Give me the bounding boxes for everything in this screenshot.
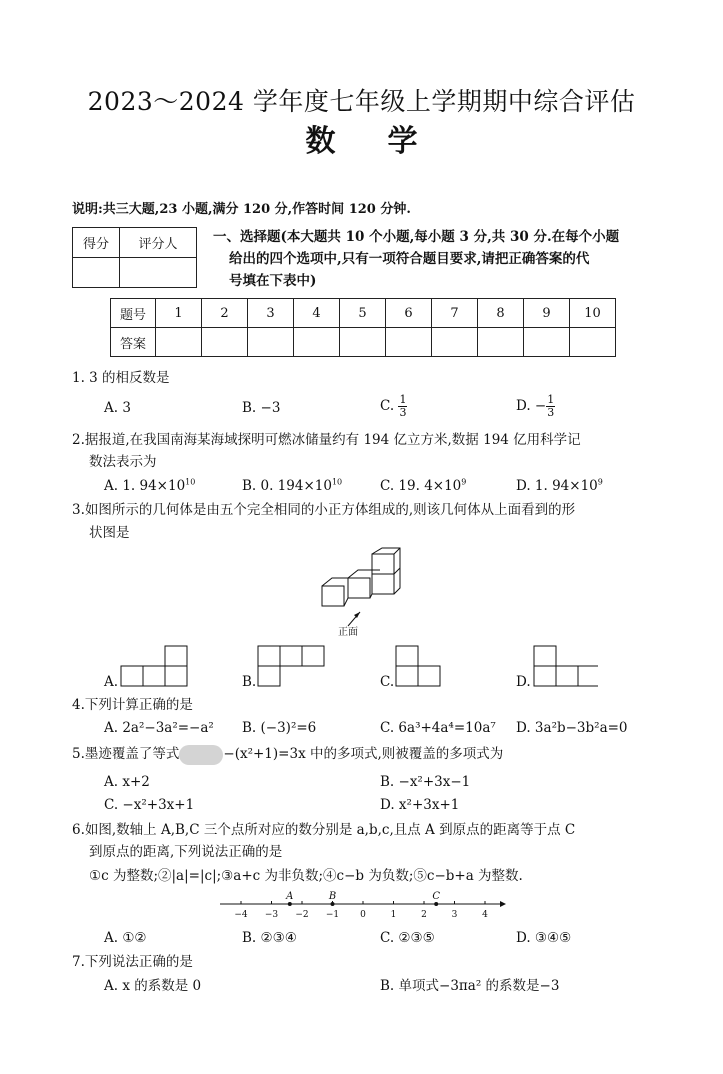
- q3-stem-line1: 3.如图所示的几何体是由五个完全相同的小正方体组成的,则该几何体从上面看到的形: [72, 502, 576, 518]
- section1-line3: 号填在下表中): [229, 273, 317, 289]
- q3-stem-line2: 状图是: [89, 525, 130, 541]
- question-number: 1: [156, 299, 202, 328]
- q3-option-c[interactable]: C.: [380, 674, 395, 690]
- answer-row-label: 答案: [111, 328, 156, 357]
- q7-option-a[interactable]: A. x 的系数是 0: [104, 978, 202, 994]
- q7-stem: 7.下列说法正确的是: [72, 954, 193, 970]
- fraction: $\frac{1}{3}$: [399, 393, 407, 419]
- answer-cell[interactable]: [570, 328, 616, 357]
- score-box: [72, 227, 197, 288]
- section1-line1: 一、选择题(本大题共 10 个小题,每小题 3 分,共 30 分.在每个小题: [213, 229, 620, 245]
- q1-option-a[interactable]: A. 3: [104, 400, 131, 416]
- axis-point: [331, 902, 335, 906]
- q1-d-prefix: D. −: [516, 398, 547, 414]
- q2-option-b[interactable]: B. 0. $194\times 10^{10}$: [242, 477, 343, 494]
- q5-option-a[interactable]: A. x+2: [104, 774, 150, 790]
- q6-stem-line1: 6.如图,数轴上 A,B,C 三个点所对应的数分别是 a,b,c,且点 A 到原点的距离等于点 C: [72, 822, 576, 838]
- answer-cell[interactable]: [524, 328, 570, 357]
- axis-tick-label: 4: [482, 910, 488, 920]
- q3-d-shape: [532, 644, 602, 688]
- q2-option-a[interactable]: A. 1. $94\times 10^{10}$: [104, 477, 196, 494]
- q5-option-d[interactable]: D. x²+3x+1: [380, 797, 460, 813]
- q6-stem-line3: ①c 为整数;②|a|=|c|;③a+c 为非负数;④c−b 为负数;⑤c−b+a 为整数.: [89, 868, 523, 884]
- axis-tick-label: −3: [264, 910, 279, 920]
- axis-tick-label: −4: [234, 910, 248, 920]
- q4-stem: 4.下列计算正确的是: [72, 697, 193, 713]
- q5-option-b[interactable]: B. −x²+3x−1: [380, 774, 471, 790]
- subject-title: 数学: [305, 124, 470, 159]
- answer-cell[interactable]: [202, 328, 248, 357]
- q5-option-c[interactable]: C. −x²+3x+1: [104, 797, 195, 813]
- q3-option-a[interactable]: A.: [104, 674, 119, 690]
- q6-stem-line2: 到原点的距离,下列说法正确的是: [89, 844, 283, 860]
- q3-b-shape: [256, 644, 326, 688]
- instructions: 说明:共三大题,23 小题,满分 120 分,作答时间 120 分钟.: [72, 202, 411, 217]
- axis-tick-label: 3: [451, 910, 458, 920]
- q4-option-c[interactable]: C. 6a³+4a⁴=10a⁷: [380, 720, 496, 736]
- axis-point: [288, 902, 292, 906]
- cube-figure: [318, 546, 408, 638]
- number-line: [218, 886, 508, 922]
- answer-cell[interactable]: [340, 328, 386, 357]
- answer-cell[interactable]: [432, 328, 478, 357]
- score-label: 得分: [73, 228, 120, 258]
- q1-stem: 1. 3 的相反数是: [72, 370, 170, 386]
- q3-option-d[interactable]: D.: [516, 674, 531, 690]
- axis-point-label: A: [286, 891, 294, 902]
- question-number: 5: [340, 299, 386, 328]
- answer-table: [110, 298, 616, 357]
- axis-point-label: C: [432, 891, 441, 902]
- question-number: 7: [432, 299, 478, 328]
- question-number: 3: [248, 299, 294, 328]
- grader-label: 评分人: [120, 228, 197, 258]
- axis-tick-label: −2: [295, 910, 309, 920]
- q1-option-d[interactable]: [516, 394, 555, 419]
- question-number: 4: [294, 299, 340, 328]
- axis-tick-label: 0: [360, 910, 366, 920]
- answer-cell[interactable]: [386, 328, 432, 357]
- front-label: 正面: [338, 627, 358, 638]
- q6-option-d[interactable]: D. ③④⑤: [516, 930, 572, 946]
- q3-option-b[interactable]: B.: [242, 674, 257, 690]
- fraction: $\frac{1}{3}$: [547, 393, 555, 419]
- axis-tick-label: −1: [325, 910, 340, 920]
- axis-tick-label: 1: [390, 910, 397, 920]
- question-number: 6: [386, 299, 432, 328]
- axis-point-label: B: [328, 891, 337, 902]
- grader-cell[interactable]: [120, 258, 197, 288]
- question-number: 9: [524, 299, 570, 328]
- answer-cell[interactable]: [294, 328, 340, 357]
- question-number: 8: [478, 299, 524, 328]
- q6-option-b[interactable]: B. ②③④: [242, 930, 297, 946]
- section1-line2: 给出的四个选项中,只有一项符合题目要求,请把正确答案的代: [229, 251, 590, 267]
- answer-cell[interactable]: [478, 328, 524, 357]
- answer-cell[interactable]: [156, 328, 202, 357]
- q2-stem-line1: 2.据报道,在我国南海某海域探明可燃冰储量约有 194 亿立方米,数据 194 亿用科学记: [72, 432, 581, 448]
- q6-option-c[interactable]: C. ②③⑤: [380, 930, 435, 946]
- answer-cell[interactable]: [248, 328, 294, 357]
- question-number: 2: [202, 299, 248, 328]
- q6-option-a[interactable]: A. ①②: [104, 930, 147, 946]
- axis-point: [434, 902, 438, 906]
- exam-title: 2023～2024 学年度七年级上学期期中综合评估: [87, 87, 636, 116]
- q1-option-c[interactable]: [380, 394, 407, 419]
- q4-option-b[interactable]: B. (−3)²=6: [242, 720, 317, 736]
- axis-tick-label: 2: [421, 910, 427, 920]
- axis-arrow: [500, 901, 506, 907]
- q3-a-shape: [120, 644, 190, 688]
- answer-table-header: 题号: [111, 299, 156, 328]
- q4-option-a[interactable]: A. 2a²−3a²=−a²: [104, 720, 214, 736]
- score-cell[interactable]: [73, 258, 120, 288]
- q2-option-d[interactable]: D. 1. $94\times 10^9$: [516, 477, 603, 494]
- q3-c-shape: [394, 644, 444, 688]
- q5-stem: 5.墨迹覆盖了等式 −(x²+1)=3x 中的多项式,则被覆盖的多项式为: [72, 744, 503, 765]
- q4-option-d[interactable]: D. 3a²b−3b²a=0: [516, 720, 628, 736]
- q2-option-c[interactable]: C. 19. $4\times 10^9$: [380, 477, 467, 494]
- ink-blot: [179, 745, 223, 765]
- q2-stem-line2: 数法表示为: [89, 454, 157, 470]
- q7-option-b[interactable]: B. 单项式−3πa² 的系数是−3: [380, 978, 560, 994]
- q1-option-b[interactable]: B. −3: [242, 400, 281, 416]
- question-number: 10: [570, 299, 616, 328]
- q1-c-prefix: C.: [380, 398, 399, 414]
